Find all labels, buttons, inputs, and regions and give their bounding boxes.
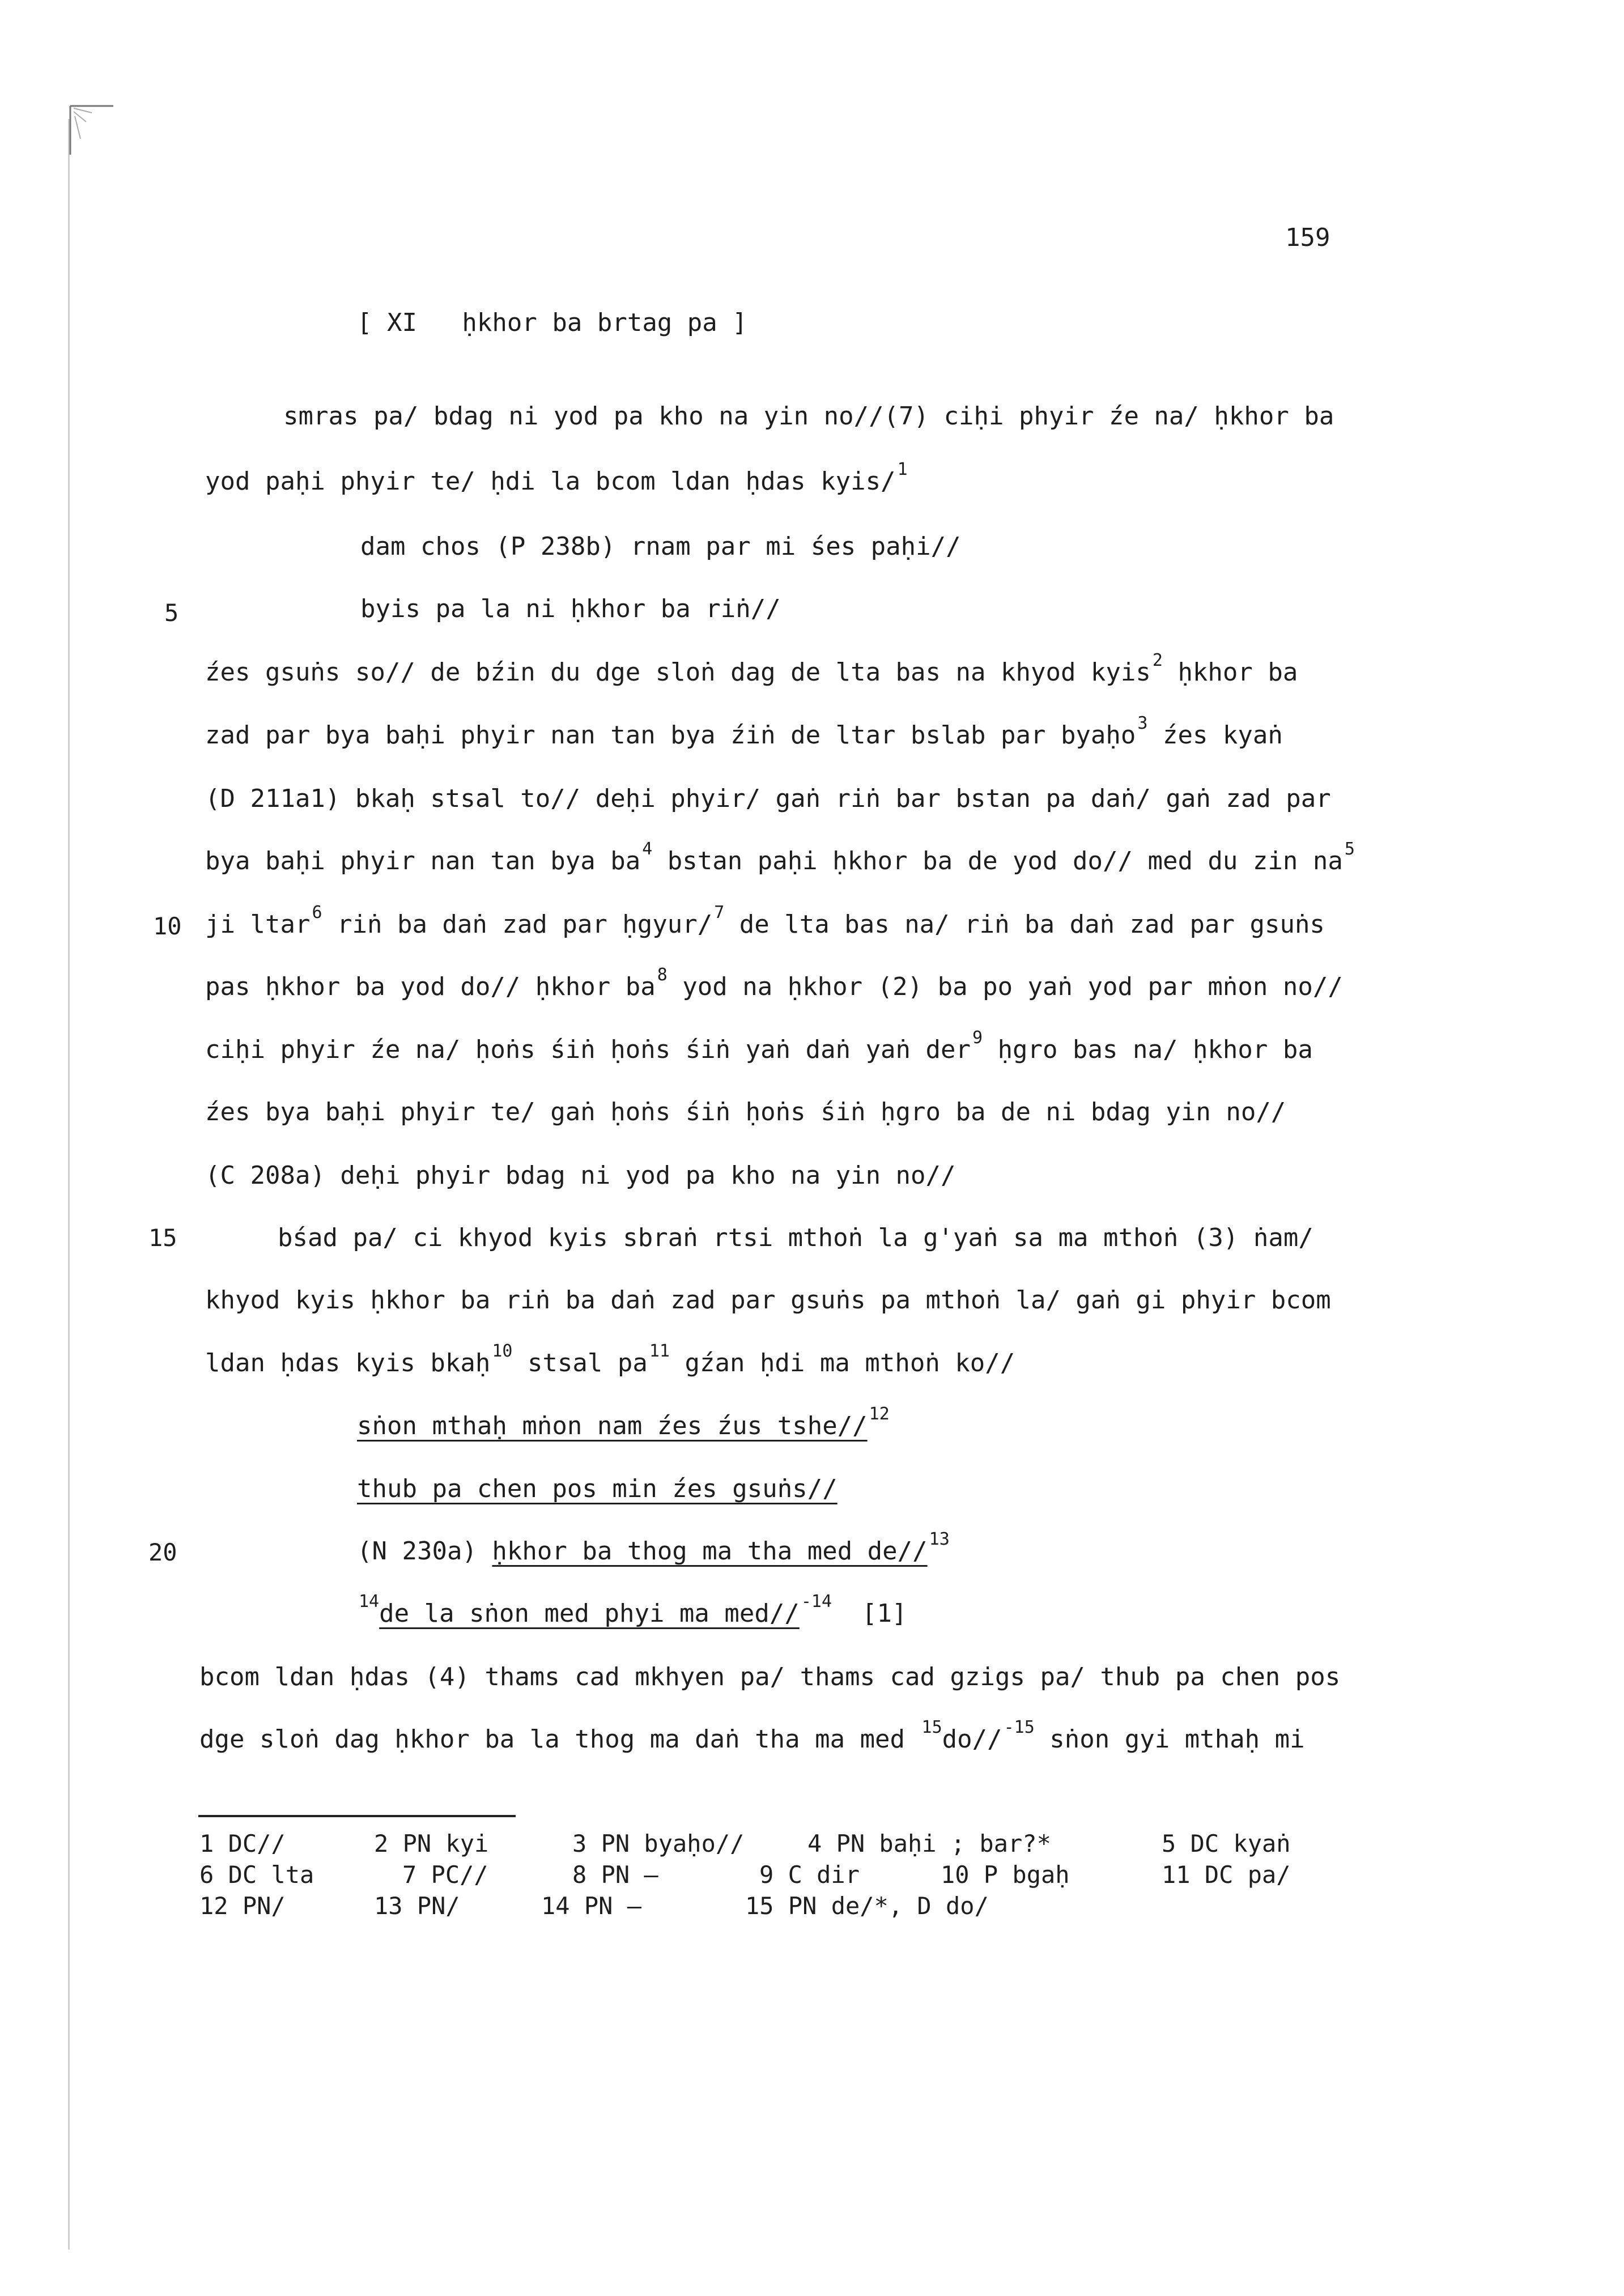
footnote: 7 PC// [402, 1861, 488, 1889]
text-line: źes gsuṅs so// de bźin du dge sloṅ dag de lta bas na khyod kyis $^2$ ḥkhor ba [205, 650, 1298, 687]
text-line: yod paḥi phyir te/ ḥdi la bcom ldan ḥdas kyis/ $^1$ [205, 460, 908, 496]
text-line: (D 211a1) bkaḥ stsal to// deḥi phyir/ gaṅ riṅ bar bstan pa daṅ/ gaṅ zad par [205, 784, 1331, 813]
footnote-ref: 7 [714, 903, 725, 922]
footnote-ref: 9 [972, 1028, 983, 1048]
footnote-ref: 5 [1344, 839, 1355, 859]
footnote-ref: 15 [921, 1717, 942, 1737]
text-line: ji ltar $^6$ riṅ ba daṅ zad par ḥgyur/ $^7$ de lta bas na/ riṅ ba daṅ zad par gsuṅs [205, 903, 1325, 939]
line-number: 20 [148, 1538, 177, 1566]
footnote: 1 DC// [199, 1830, 286, 1857]
footnote: 14 PN — [541, 1892, 642, 1920]
text-line: ldan ḥdas kyis bkaḥ $^{10}$ stsal pa $^{11}$ gźan ḥdi ma mthoṅ ko// [205, 1341, 1015, 1377]
verse-line: sṅon mthaḥ mṅon nam źes źus tshe// $^{12}$ [357, 1404, 890, 1440]
footnote: 6 DC lta [199, 1861, 314, 1889]
text-line: khyod kyis ḥkhor ba riṅ ba daṅ zad par gsuṅs pa mthoṅ la/ gaṅ gi phyir bcom [205, 1286, 1331, 1315]
footnote-ref: -15 [1004, 1717, 1035, 1737]
footnote-ref: -14 [801, 1592, 832, 1612]
footnote-ref: 14 [359, 1592, 380, 1612]
footnote: 5 DC kyaṅ [1162, 1830, 1291, 1857]
footnote: 15 PN de/*, D do/ [745, 1892, 989, 1920]
verse-line: dam chos (P 238b) rnam par mi śes paḥi// [360, 532, 961, 561]
footnote: 4 PN baḥi ; bar?* [807, 1830, 1051, 1857]
footnote: 11 DC pa/ [1162, 1861, 1291, 1889]
text-line: (C 208a) deḥi phyir bdag ni yod pa kho na yin no// [205, 1161, 956, 1190]
line-number: 5 [164, 599, 179, 627]
scan-corner-mark [69, 105, 114, 156]
footnote: 13 PN/ [374, 1892, 460, 1920]
footnote-ref: 4 [642, 839, 653, 859]
text-line: dge sloṅ dag ḥkhor ba la thog ma daṅ tha ma med $^{15}$do// $^{-15}$ sṅon gyi mthaḥ mi [199, 1717, 1305, 1754]
text-line: pas ḥkhor ba yod do// ḥkhor ba $^8$ yod na ḥkhor (2) ba po yaṅ yod par mṅon no// [205, 965, 1343, 1001]
text-line: bcom ldan ḥdas (4) thams cad mkhyen pa/ thams cad gzigs pa/ thub pa chen pos [199, 1663, 1341, 1691]
footnote: 8 PN — [572, 1861, 658, 1889]
text-line: bya baḥi phyir nan tan bya ba $^4$ bstan paḥi ḥkhor ba de yod do// med du zin na $^5$ [205, 839, 1355, 875]
footnote-ref: 6 [312, 903, 322, 922]
verse-line: (N 230a) ḥkhor ba thog ma tha med de// $^{13}$ [357, 1529, 950, 1566]
footnote: 10 P bgaḥ [941, 1861, 1070, 1889]
text-line: smras pa/ bdag ni yod pa kho na yin no//(7) ciḥi phyir źe na/ ḥkhor ba [283, 402, 1334, 431]
verse-line: $^{14}$de la sṅon med phyi ma med// $^{-14}$ [1] [359, 1592, 907, 1628]
footnote-ref: 8 [657, 965, 668, 985]
text-line: ciḥi phyir źe na/ ḥoṅs śiṅ ḥoṅs śiṅ yaṅ daṅ yaṅ der $^9$ ḥgro bas na/ ḥkhor ba [205, 1028, 1313, 1064]
verse-line: byis pa la ni ḥkhor ba riṅ// [360, 594, 781, 623]
verse-line: thub pa chen pos min źes gsuṅs// [357, 1474, 837, 1503]
footnote: 12 PN/ [199, 1892, 286, 1920]
footnote-ref: 10 [492, 1341, 513, 1361]
footnote-ref: 3 [1137, 713, 1148, 733]
footnote-ref: 2 [1152, 650, 1163, 670]
left-margin-line [68, 119, 70, 2250]
line-number: 15 [148, 1224, 177, 1252]
chapter-heading: [ XI ḥkhor ba brtag pa ] [357, 308, 747, 337]
footnote: 2 PN kyi [374, 1830, 489, 1857]
footnote-ref: 13 [929, 1529, 950, 1549]
text-line: bśad pa/ ci khyod kyis sbraṅ rtsi mthoṅ la g'yaṅ sa ma mthoṅ (3) ṅam/ [278, 1223, 1313, 1252]
text-line: zad par bya baḥi phyir nan tan bya źiṅ de ltar bslab par byaḥo $^3$ źes kyaṅ [205, 713, 1283, 750]
footnote-ref: 12 [869, 1404, 890, 1424]
line-number: 10 [153, 912, 182, 940]
footnote-ref: 11 [649, 1341, 670, 1361]
text-line: źes bya baḥi phyir te/ gaṅ ḥoṅs śiṅ ḥoṅs śiṅ ḥgro ba de ni bdag yin no// [205, 1098, 1286, 1126]
page-number: 159 [1285, 223, 1330, 252]
footnote: 9 C dir [759, 1861, 860, 1889]
footnote: 3 PN byaḥo// [572, 1830, 745, 1857]
footnote-ref: 1 [897, 460, 908, 479]
footnote-rule [198, 1815, 516, 1817]
